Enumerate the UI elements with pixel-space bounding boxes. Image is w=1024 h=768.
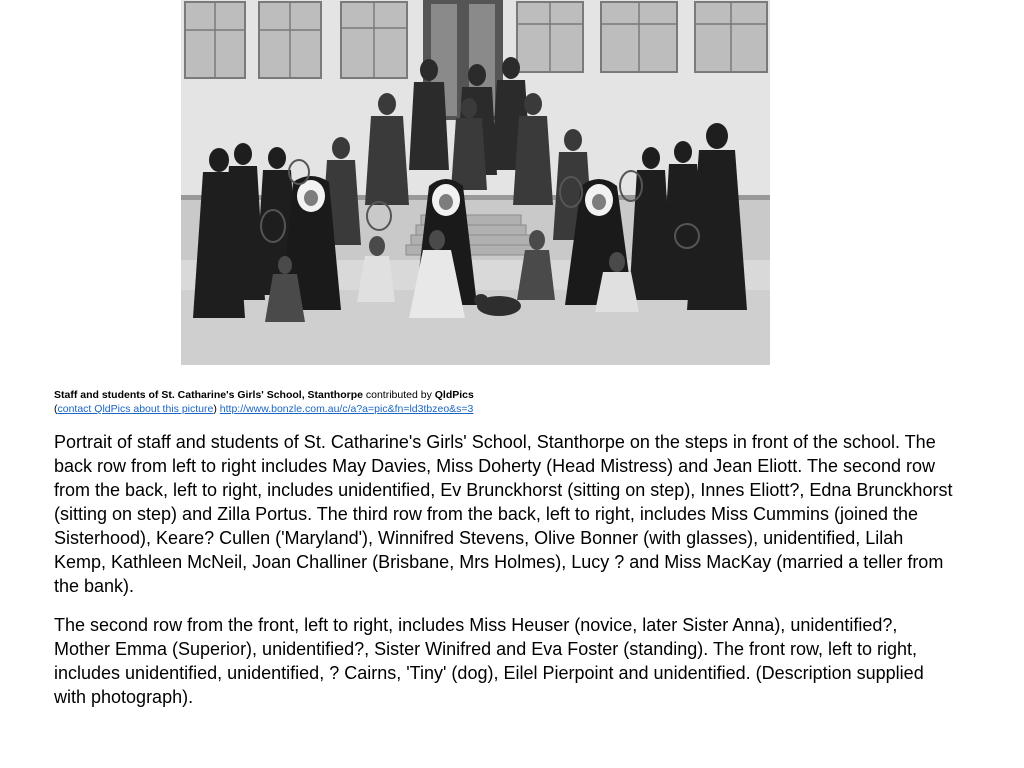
photo-url-link[interactable]: http://www.bonzle.com.au/c/a?a=pic&fn=ld3tbzeo&s=3 [219, 403, 474, 415]
historical-group-photo [181, 0, 770, 365]
photo-description [54, 430, 954, 724]
photo-title: Staff and students of St. Catharine's Girls' School, Stanthorpe [54, 389, 363, 401]
description-paragraph-1: Portrait of staff and students of St. Catharine's Girls' School, Stanthorpe on the steps in front of the school. The back row from left to right includes May Davies, Miss Doherty (Head Mistress) and Jean Eliott. The second row from the back, left to right, includes unidentified, Ev Brunckhorst (sitting on step), Innes Eliott?, Edna Brunckhorst (sitting on step) and Zilla Portus. The third row from the back, left to right, includes Miss Cummins (joined the Sisterhood), Keare? Cullen ('Maryland'), Winnifred Stevens, Olive Bonner (with glasses), unidentified, Lilah Kemp, Kathleen McNeil, Joan Challiner (Brisbane, Mrs Holmes), Lucy ? and Miss MacKay (married a teller from the bank). [54, 432, 953, 596]
contact-contributor-link[interactable]: contact QldPics about this picture [57, 403, 214, 415]
description-paragraph-2: The second row from the front, left to right, includes Miss Heuser (novice, later Sister Anna), unidentified?, Mother Emma (Superior), unidentified?, Sister Winifred and Eva Foster (standing). The front row, left to right, includes unidentified, unidentified, ? Cairns, 'Tiny' (dog), Eilel Pierpoint and unidentified. (Description supplied with photograph). [54, 615, 924, 707]
open-paren: ( [54, 403, 58, 415]
photo-credit [54, 388, 974, 416]
contributed-by-text: contributed by [365, 389, 432, 401]
photo-image [181, 0, 770, 365]
credit-line [54, 388, 974, 402]
credit-links-line [54, 402, 974, 416]
contributor-name: QldPics [434, 389, 474, 401]
close-paren: ) [213, 403, 217, 415]
